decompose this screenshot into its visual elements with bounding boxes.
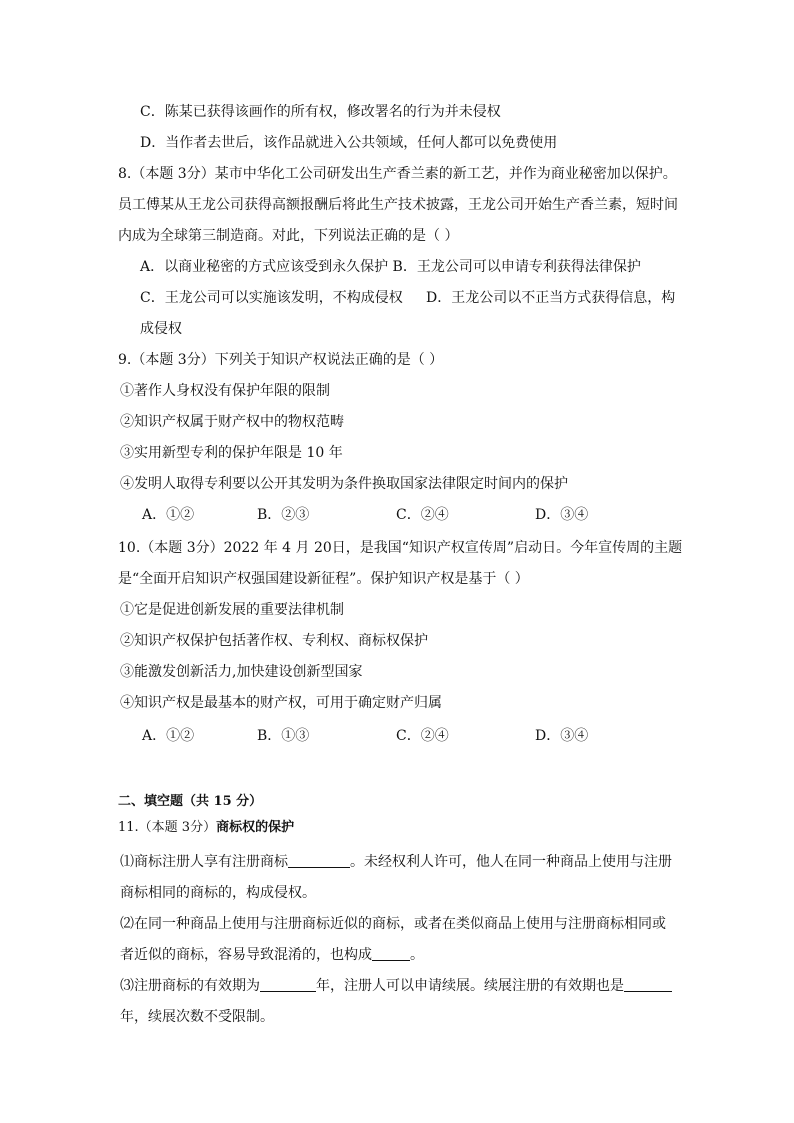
q9-option-d: D．③④ (535, 507, 589, 523)
q9-option-c: C．②④ (396, 507, 449, 523)
q9-statement-1: ①著作人身权没有保护年限的限制 (120, 383, 330, 399)
q10-option-b: B．①③ (257, 728, 310, 744)
q11-part1-line2: 商标相同的商标的，构成侵权。 (120, 885, 316, 901)
q9-stem: 9.（本题 3分）下列关于知识产权说法正确的是（ ） (118, 352, 444, 368)
q10-statement-4: ④知识产权是最基本的财产权，可用于确定财产归属 (120, 695, 442, 711)
q7-option-c: C．陈某已获得该画作的所有权，修改署名的行为并未侵权 (140, 104, 501, 120)
q7-option-d: D．当作者去世后，该作品就进入公共领域，任何人都可以免费使用 (140, 135, 558, 151)
q11-part2-line2 (120, 945, 424, 965)
q11-part3-line1 (120, 976, 672, 996)
q8-option-d-cont: 成侵权 (140, 321, 182, 337)
q9-statement-2: ②知识产权属于财产权中的物权范畴 (120, 414, 344, 430)
q11-part1-text-b: 。未经权利人许可，他人在同一种商品上使用与注册 (350, 854, 672, 870)
q11-part2-line1: ⑵在同一种商品上使用与注册商标近似的商标，或者在类似商品上使用与注册商标相同或 (120, 916, 666, 932)
q8-stem-line1: 8.（本题 3分）某市中华化工公司研发出生产香兰素的新工艺，并作为商业秘密加以保护。 (118, 166, 677, 182)
q11-part3-text-b: 年，注册人可以申请续展。续展注册的有效期也是 (316, 978, 624, 994)
q10-option-c: C．②④ (396, 728, 449, 744)
q11-part3-line2: 年，续展次数不受限制。 (120, 1009, 274, 1025)
q11-blank-3[interactable] (260, 977, 316, 992)
q11-stem (118, 818, 294, 838)
q11-part2-text-c: 。 (410, 947, 424, 963)
q11-part1-text-a: ⑴商标注册人享有注册商标 (120, 854, 288, 870)
q11-part3-text-a: ⑶注册商标的有效期为 (120, 978, 260, 994)
q10-option-a: A．①② (142, 728, 195, 744)
q9-statement-3: ③实用新型专利的保护年限是 10 年 (120, 445, 343, 461)
q11-prefix: 11.（本题 3分） (118, 820, 217, 835)
section-2-heading: 二、填空题（共 15 分） (118, 794, 263, 809)
q8-option-d: D．王龙公司以不正当方式获得信息，构 (426, 290, 676, 306)
q9-option-a: A．①② (142, 507, 195, 523)
q11-title: 商标权的保护 (216, 820, 295, 835)
q9-statement-4: ④发明人取得专利要以公开其发明为条件换取国家法律限定时间内的保护 (120, 476, 568, 492)
q11-blank-4[interactable] (624, 977, 672, 992)
q11-part2-text-b: 者近似的商标，容易导致混淆的，也构成 (120, 947, 372, 963)
q10-statement-2: ②知识产权保护包括著作权、专利权、商标权保护 (120, 633, 428, 649)
q11-blank-2[interactable] (372, 946, 410, 961)
q11-blank-1[interactable] (288, 853, 350, 868)
q10-stem-line2: 是“全面开启知识产权强国建设新征程”。保护知识产权是基于（ ） (118, 571, 529, 587)
q9-option-b: B．②③ (257, 507, 310, 523)
q8-options-ab: A．以商业秘密的方式应该受到永久保护 B．王龙公司可以申请专利获得法律保护 (140, 259, 641, 275)
q8-stem-line3: 内成为全球第三制造商。对此，下列说法正确的是（ ） (118, 228, 459, 244)
q9-options-row (0, 505, 794, 525)
q10-statement-1: ①它是促进创新发展的重要法律机制 (120, 602, 344, 618)
q10-options-row (0, 726, 794, 746)
q8-stem-line2: 员工傅某从王龙公司获得高额报酬后将此生产技术披露，王龙公司开始生产香兰素，短时间 (118, 197, 678, 213)
q8-option-c: C．王龙公司可以实施该发明，不构成侵权 (140, 290, 403, 306)
q10-stem-line1: 10.（本题 3分）2022 年 4 月 20日，是我国“知识产权宣传周”启动日。今年宣传周的主题 (118, 540, 683, 556)
q10-statement-3: ③能激发创新活力,加快建设创新型国家 (120, 664, 363, 680)
q10-option-d: D．③④ (535, 728, 589, 744)
q11-part1-line1 (120, 852, 672, 872)
